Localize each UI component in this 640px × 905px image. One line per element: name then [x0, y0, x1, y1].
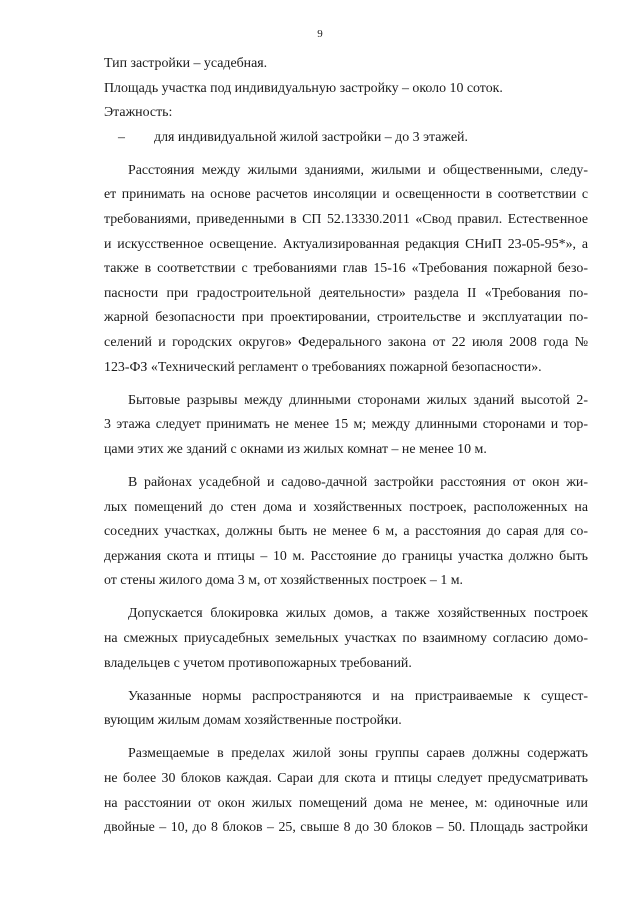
- paragraph-line: держания скота и птицы – 10 м. Расстояние до границы участка должно быть: [104, 548, 588, 564]
- paragraph-line: лых помещений до стен дома и хозяйственных построек, расположенных на: [104, 499, 588, 515]
- page-number: 9: [317, 28, 323, 40]
- paragraph-line: пасности при градостроительной деятельности» раздела II «Требования по-: [104, 285, 588, 301]
- paragraph-line: Допускается блокировка жилых домов, а также хозяйственных построек: [128, 606, 588, 622]
- paragraph-line: жарной безопасности при проектировании, строительстве и эксплуатации по-: [104, 310, 588, 326]
- storeys-list-item: [104, 126, 588, 151]
- paragraph-line: Размещаемые в пределах жилой зоны группы сараев должны содержать: [128, 746, 588, 762]
- paragraph-line: владельцев с учетом противопожарных требований.: [104, 655, 412, 671]
- paragraph-line: Расстояния между жилыми зданиями, жилыми и общественными, следу-: [128, 162, 588, 178]
- paragraph-line: Бытовые разрывы между длинными сторонами жилых зданий высотой 2-: [128, 392, 588, 408]
- paragraph-line: ет принимать на основе расчетов инсоляции и освещенности в соответствии с: [104, 187, 588, 203]
- storeys-list-text: для индивидуальной жилой застройки – до 3 этажей.: [154, 129, 468, 145]
- paragraph-line: двойные – 10, до 8 блоков – 25, свыше 8 до 30 блоков – 50. Площадь застройки: [104, 820, 588, 836]
- paragraph-line: Указанные нормы распространяются и на пристраиваемые к сущест-: [128, 688, 588, 704]
- paragraph-line: и искусственное освещение. Актуализированная редакция СНиП 23-05-95*», а: [104, 236, 588, 252]
- document-body: [104, 52, 588, 841]
- paragraph-line: на расстоянии от окон жилых помещений дома не менее, м: одиночные или: [104, 795, 588, 811]
- plot-area-line: Площадь участка под индивидуальную застройку – около 10 соток.: [104, 80, 503, 96]
- storeys-heading: Этажность:: [104, 105, 173, 121]
- paragraph-line: не более 30 блоков каждая. Сараи для скота и птицы следует предусматривать: [104, 771, 588, 787]
- paragraph-line: В районах усадебной и садово-дачной застройки расстояния от окон жи-: [128, 475, 588, 490]
- paragraph-line: от стены жилого дома 3 м, от хозяйственных построек – 1 м.: [104, 573, 464, 589]
- building-type-line: Тип застройки – усадебная.: [104, 56, 268, 71]
- list-dash: –: [118, 129, 125, 145]
- paragraph-sheds: [104, 742, 588, 840]
- paragraph-line: на смежных приусадебных земельных участках по взаимному согласию домо-: [104, 631, 588, 647]
- paragraph-line: вующим жилым домам хозяйственные постройки.: [104, 713, 402, 729]
- paragraph-line: цами этих же зданий с окнами из жилых комнат – не менее 10 м.: [104, 441, 487, 457]
- paragraph-line: соседних участках, должны быть не менее 6 м, а расстояния до сарая для со-: [104, 524, 588, 540]
- paragraph-homestead-distances: [104, 471, 588, 594]
- paragraph-line: требованиями, приведенными в СП 52.13330.2011 «Свод правил. Естественное: [104, 212, 588, 228]
- paragraph-line: 123-ФЗ «Технический регламент о требованиях пожарной безопасности».: [104, 359, 542, 375]
- paragraph-building-distances: [104, 159, 588, 380]
- paragraph-household-gaps: [104, 389, 588, 463]
- paragraph-line: селений и городских округов» Федерального закона от 22 июля 2008 года №: [104, 335, 588, 351]
- paragraph-blocking: [104, 602, 588, 676]
- paragraph-line: 3 этажа следует принимать не менее 15 м; между длинными сторонами и тор-: [104, 417, 588, 433]
- paragraph-attached-buildings: [104, 685, 588, 734]
- paragraph-line: также в соответствии с требованиями глав 15-16 «Требования пожарной безо-: [104, 261, 588, 277]
